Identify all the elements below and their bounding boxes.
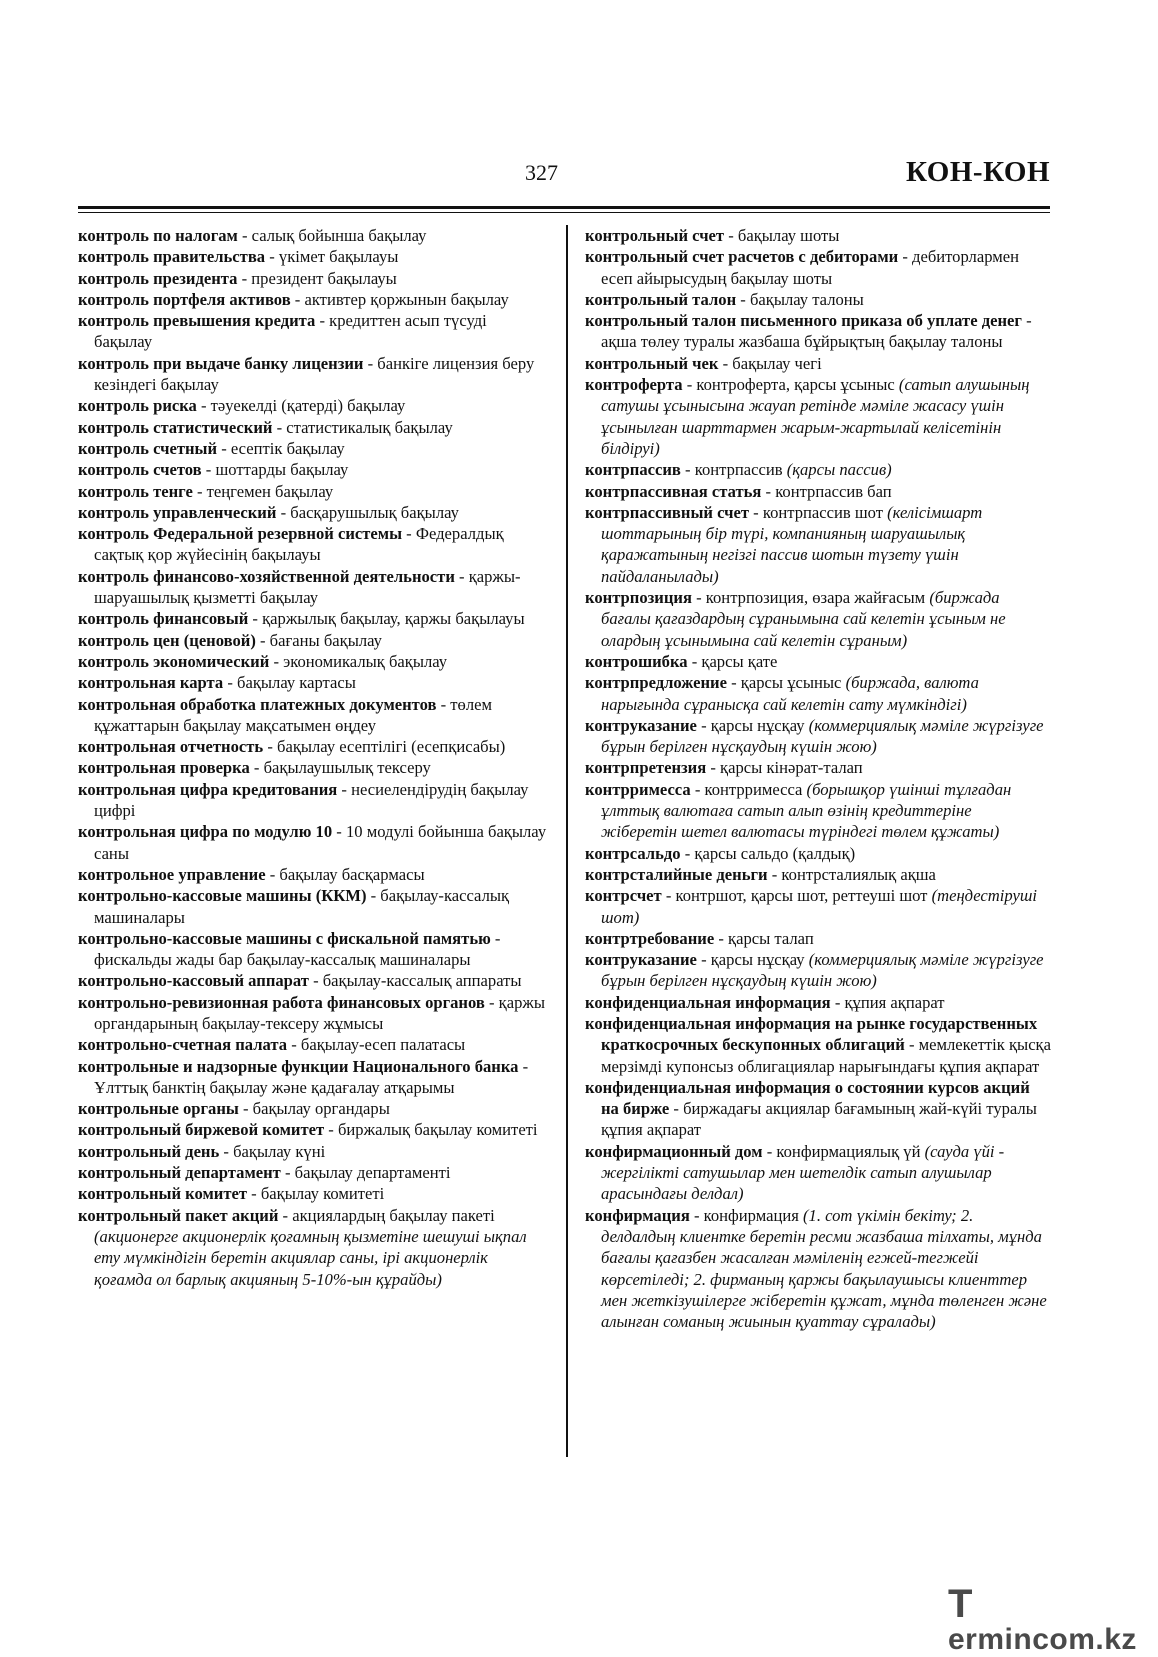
dictionary-entry bbox=[78, 1141, 548, 1162]
logo-t-letter: T bbox=[948, 1582, 973, 1626]
dictionary-entry bbox=[78, 438, 548, 459]
dictionary-entry bbox=[78, 268, 548, 289]
entry-definition: - қаржылық бақылау, қаржы бақылауы bbox=[248, 609, 525, 629]
column-divider bbox=[566, 225, 568, 1457]
entry-definition: - Федералдық сақтық қор жүйесінің бақылауы bbox=[94, 524, 504, 565]
entry-definition: - бақылаушылық тексеру bbox=[249, 758, 431, 778]
dictionary-entry bbox=[78, 1205, 548, 1290]
entry-definition: - мемлекеттік қысқа мерзімді купонсыз облигациялар нарығындағы құпия ақпарат bbox=[601, 1035, 1051, 1076]
entry-definition: - конфирмациялық үй bbox=[762, 1141, 925, 1161]
entry-definition: - бақылау чегі bbox=[718, 353, 822, 373]
dictionary-entry bbox=[78, 757, 548, 778]
entry-term: контрольные и надзорные функции Национального банка bbox=[78, 1056, 519, 1076]
dictionary-entry bbox=[78, 459, 548, 480]
dictionary-entry bbox=[78, 970, 548, 991]
entry-definition: - тәуекелді (қатерді) бақылау bbox=[196, 396, 406, 416]
entry-note: (1. сот үкімін бекіту; 2. делдалдың клиентке беретін ресми жазбаша тілхаты, мұнда бағалы қағазбен жасалған мәміленің егжей-тегжейі көрсетіледі; 2. фирманың қаржы бақылаушысы клиенттер мен жеткізушілерге жіберетін құжат, мұнда төленген және алынған соманың жиынын қуаттау сұралады) bbox=[601, 1205, 1047, 1332]
entry-note: (коммерциялық мәміле жүргізуге бұрын берілген нұсқаудың күшін жою) bbox=[601, 715, 1044, 757]
dictionary-entry bbox=[585, 310, 1051, 353]
dictionary-entry bbox=[78, 630, 548, 651]
entry-term: конфиденциальная информация на рынке государственных краткосрочных бескупонных облигаций bbox=[585, 1013, 1038, 1055]
entry-note: (биржада бағалы қағаздардың сұранымына сай келетін ұсыным не олардың ұсынымына сай келетін сұраным) bbox=[601, 588, 1006, 650]
entry-definition: - биржадағы акциялар бағамының жай-күйі туралы құпия ақпарат bbox=[601, 1099, 1037, 1140]
entry-definition: - бағаны бақылау bbox=[255, 630, 382, 650]
dictionary-entry bbox=[78, 1098, 548, 1119]
entry-term: контроль Федеральной резервной системы bbox=[78, 524, 403, 544]
dictionary-entry bbox=[585, 246, 1051, 289]
page-header-title: КОН-КОН bbox=[906, 156, 1050, 188]
entry-term: контрпассивный счет bbox=[585, 502, 750, 522]
dictionary-entry bbox=[78, 417, 548, 438]
entry-term: контроль риска bbox=[78, 396, 197, 416]
entry-definition: - қарсы нұсқау bbox=[696, 715, 809, 735]
entry-note: (сатып алушының сатушы ұсынысына жауап ретінде мәміле жасасу үшін ұсынылған шарттармен жарым-жартылай келісетінін білдіруі) bbox=[601, 375, 1030, 458]
dictionary-entry bbox=[78, 736, 548, 757]
header-rule-thin bbox=[78, 212, 1050, 213]
entry-note: (қарсы пассив) bbox=[786, 460, 892, 480]
entry-definition: - бақылау басқармасы bbox=[265, 864, 425, 884]
dictionary-entry bbox=[585, 289, 1051, 310]
entry-definition: - шоттарды бақылау bbox=[201, 460, 349, 480]
entry-definition: - бақылау комитеті bbox=[247, 1184, 385, 1204]
entry-term: контрпассив bbox=[585, 460, 681, 480]
entry-term: контроль финансово-хозяйственной деятельности bbox=[78, 566, 455, 586]
entry-term: контрольный талон письменного приказа об уплате денег bbox=[585, 311, 1022, 331]
entry-term: контрсальдо bbox=[585, 843, 681, 863]
entry-definition: - бақылау шоты bbox=[724, 226, 840, 245]
entry-term: контрольно-ревизионная работа финансовых органов bbox=[78, 992, 485, 1012]
entry-term: контроль правительства bbox=[78, 247, 266, 267]
entry-term: контрольный биржевой комитет bbox=[78, 1120, 325, 1140]
entry-term: контроль портфеля активов bbox=[78, 289, 291, 309]
entry-term: конфирмация bbox=[585, 1205, 690, 1225]
entry-definition: - қаржы-шаруашылық қызметті бақылау bbox=[94, 566, 521, 608]
entry-term: контрольный счет bbox=[585, 226, 725, 245]
entry-term: контроль превышения кредита bbox=[78, 311, 316, 331]
entry-note: (келісімшарт шоттарының бір түрі, компанияның шаруашылық қаражатының негізгі пассив шотын түзету үшін пайдаланылады) bbox=[601, 502, 983, 586]
dictionary-entry bbox=[585, 885, 1051, 928]
dictionary-entry bbox=[78, 885, 548, 928]
entry-term: контрсталийные деньги bbox=[585, 864, 768, 884]
entry-term: контрольно-кассовые машины с фискальной памятью bbox=[78, 928, 491, 948]
dictionary-entry bbox=[78, 502, 548, 523]
entry-note: (коммерциялық мәміле жүргізуге бұрын берілген нұсқаудың күшін жою) bbox=[601, 950, 1044, 991]
dictionary-entry bbox=[78, 481, 548, 502]
dictionary-entry bbox=[78, 992, 548, 1035]
entry-term: контрольная карта bbox=[78, 673, 224, 693]
entry-definition: - несиелендірудің бақылау цифрі bbox=[94, 779, 529, 821]
dictionary-entry bbox=[585, 374, 1051, 459]
dictionary-entry bbox=[585, 459, 1051, 480]
entry-term: контрольный талон bbox=[585, 289, 737, 309]
logo-text: ermincom.kz bbox=[948, 1623, 1137, 1656]
entry-term: контрпассивная статья bbox=[585, 481, 762, 501]
dictionary-entry bbox=[78, 864, 548, 885]
entry-definition: - бақылау-кассалық машиналары bbox=[94, 886, 510, 927]
entry-definition: - контрпассив бап bbox=[761, 481, 892, 501]
dictionary-entry bbox=[78, 672, 548, 693]
entry-definition: - құпия ақпарат bbox=[830, 992, 945, 1012]
entry-definition: - қарсы кінәрат-талап bbox=[706, 758, 863, 778]
left-column bbox=[78, 225, 548, 1290]
dictionary-entry bbox=[78, 523, 548, 566]
dictionary-entry bbox=[585, 928, 1051, 949]
dictionary-entry bbox=[585, 949, 1051, 992]
entry-definition: - конфирмация bbox=[689, 1205, 804, 1225]
header-rule-thick bbox=[78, 206, 1050, 209]
entry-term: контрольная отчетность bbox=[78, 737, 264, 757]
entry-definition: - фискальды жады бар бақылау-кассалық машиналары bbox=[94, 928, 501, 970]
dictionary-entry bbox=[78, 928, 548, 971]
entry-definition: - бақылау-есеп палатасы bbox=[287, 1035, 466, 1055]
entry-definition: - бақылау-кассалық аппараты bbox=[308, 971, 522, 991]
entry-definition: - бақылау органдары bbox=[238, 1099, 390, 1119]
entry-definition: - қарсы ұсыныс bbox=[726, 673, 846, 693]
dictionary-entry bbox=[78, 353, 548, 396]
entry-term: контрольная цифра по модулю 10 bbox=[78, 822, 333, 842]
entry-definition: - бақылау талоны bbox=[736, 289, 864, 309]
termincom-logo bbox=[948, 1578, 1158, 1657]
entry-term: контртребование bbox=[585, 928, 715, 948]
dictionary-entry bbox=[585, 757, 1051, 778]
dictionary-entry bbox=[585, 864, 1051, 885]
entry-definition: - бақылау департаменті bbox=[280, 1163, 451, 1183]
entry-definition: - теңгемен бақылау bbox=[192, 481, 334, 501]
entry-term: контроферта bbox=[585, 375, 683, 395]
dictionary-entry bbox=[585, 502, 1051, 587]
entry-note: (сауда үйі - жергілікті сатушылар мен шетелдік сатып алушылар арасындағы делдал) bbox=[601, 1141, 1005, 1204]
entry-term: контроль статистический bbox=[78, 417, 273, 437]
entry-term: контроль при выдаче банку лицензии bbox=[78, 353, 364, 373]
entry-term: контрпозиция bbox=[585, 588, 692, 608]
entry-definition: - 10 модулі бойынша бақылау саны bbox=[94, 822, 547, 863]
entry-term: контроль по налогам bbox=[78, 226, 238, 245]
entry-term: контроль счетный bbox=[78, 438, 218, 458]
entry-term: контрошибка bbox=[585, 651, 688, 671]
dictionary-entry bbox=[78, 694, 548, 737]
entry-note: (теңдестіруші шот) bbox=[601, 886, 1037, 927]
entry-term: конфирмационный дом bbox=[585, 1141, 763, 1161]
entry-definition: - үкімет бақылауы bbox=[265, 247, 399, 267]
dictionary-entry bbox=[585, 715, 1051, 758]
entry-term: контрримесса bbox=[585, 779, 691, 799]
entry-term: контрольно-кассовый аппарат bbox=[78, 971, 309, 991]
entry-note: (борышқор үшінші тұлғадан ұлттық валютаға сатып алып өзінің кредиттеріне жіберетін шетел валютасы түріндегі төлем құжаты) bbox=[601, 779, 1012, 842]
dictionary-entry bbox=[78, 566, 548, 609]
entry-definition: - акциялардың бақылау пакеті bbox=[278, 1205, 495, 1225]
entry-term: контрольный чек bbox=[585, 353, 719, 373]
entry-definition: - салық бойынша бақылау bbox=[237, 226, 427, 245]
entry-note: (акционерге акционерлік қоғамның қызметіне шешуші ықпал ету мүмкіндігін беретін акциялар саны, ірі акционерлік қоғамда ол барлық акцияның 5-10%-ын құрайды) bbox=[94, 1226, 527, 1289]
entry-definition: - контршот, қарсы шот, реттеуші шот bbox=[661, 886, 932, 906]
entry-term: контрольный пакет акций bbox=[78, 1205, 279, 1225]
entry-term: контрольное управление bbox=[78, 864, 266, 884]
entry-term: контроль финансовый bbox=[78, 609, 249, 629]
entry-definition: - контрримесса bbox=[690, 779, 807, 799]
entry-definition: - активтер қоржынын бақылау bbox=[290, 289, 509, 309]
dictionary-entry bbox=[585, 353, 1051, 374]
dictionary-entry bbox=[78, 1034, 548, 1055]
entry-term: контрсчет bbox=[585, 886, 662, 906]
dictionary-entry bbox=[585, 1205, 1051, 1333]
dictionary-entry bbox=[585, 779, 1051, 843]
entry-definition: - басқарушылық бақылау bbox=[276, 502, 459, 522]
entry-term: контрольно-кассовые машины (ККМ) bbox=[78, 886, 367, 906]
entry-term: контрольная цифра кредитования bbox=[78, 779, 338, 799]
entry-term: контрольный день bbox=[78, 1141, 220, 1161]
entry-definition: - контроферта, қарсы ұсыныс bbox=[682, 375, 899, 395]
dictionary-entry bbox=[78, 289, 548, 310]
entry-definition: - статистикалық бақылау bbox=[272, 417, 453, 437]
dictionary-entry bbox=[78, 821, 548, 864]
page-number: 327 bbox=[525, 160, 558, 185]
entry-term: контроль экономический bbox=[78, 651, 270, 671]
entry-term: контрольный счет расчетов с дебиторами bbox=[585, 247, 899, 267]
entry-term: контрпредложение bbox=[585, 673, 727, 693]
dictionary-entry bbox=[78, 310, 548, 353]
dictionary-entry bbox=[585, 1077, 1051, 1141]
entry-definition: - контрсталиялық ақша bbox=[767, 864, 936, 884]
dictionary-entry bbox=[585, 481, 1051, 502]
entry-term: контроль тенге bbox=[78, 481, 193, 501]
dictionary-entry bbox=[585, 843, 1051, 864]
dictionary-entry bbox=[78, 225, 548, 246]
entry-definition: - қарсы нұсқау bbox=[696, 950, 809, 970]
dictionary-entry bbox=[585, 651, 1051, 672]
entry-definition: - қаржы органдарының бақылау-тексеру жұмысы bbox=[94, 992, 546, 1033]
entry-definition: - бақылау күні bbox=[219, 1141, 326, 1161]
dictionary-entry bbox=[78, 1183, 548, 1204]
dictionary-entry bbox=[78, 779, 548, 822]
entry-definition: - есептік бақылау bbox=[217, 438, 345, 458]
entry-term: контрольный департамент bbox=[78, 1163, 281, 1183]
entry-term: контрольная проверка bbox=[78, 758, 250, 778]
dictionary-entry bbox=[585, 1141, 1051, 1205]
dictionary-entry bbox=[585, 587, 1051, 651]
entry-note: (биржада, валюта нарығында сұранысқа сай келетін сату мүмкіндігі) bbox=[601, 673, 979, 714]
entry-definition: - контрпозиция, өзара жайғасым bbox=[691, 588, 930, 608]
dictionary-entry bbox=[78, 1119, 548, 1140]
dictionary-entry bbox=[78, 1162, 548, 1183]
right-column bbox=[585, 225, 1051, 1332]
entry-definition: - биржалық бақылау комитеті bbox=[324, 1120, 538, 1140]
dictionary-entry bbox=[585, 992, 1051, 1013]
entry-definition: - кредиттен асып түсуді бақылау bbox=[94, 311, 487, 352]
dictionary-entry bbox=[585, 1013, 1051, 1077]
dictionary-entry bbox=[78, 1056, 548, 1099]
dictionary-entry bbox=[78, 395, 548, 416]
entry-term: контрольная обработка платежных документов bbox=[78, 694, 437, 714]
entry-term: контрпретензия bbox=[585, 758, 707, 778]
entry-term: контруказание bbox=[585, 950, 697, 970]
entry-term: контрольный комитет bbox=[78, 1184, 248, 1204]
entry-definition: - қарсы қате bbox=[687, 651, 778, 671]
entry-term: контруказание bbox=[585, 715, 697, 735]
entry-definition: - бақылау картасы bbox=[223, 673, 356, 693]
entry-definition: - контрпассив шот bbox=[749, 502, 888, 522]
entry-term: конфиденциальная информация о состоянии курсов акций на бирже bbox=[585, 1077, 1030, 1119]
entry-definition: - қарсы талап bbox=[714, 928, 814, 948]
dictionary-entry bbox=[78, 651, 548, 672]
entry-term: контроль цен (ценовой) bbox=[78, 630, 256, 650]
entry-definition: - экономикалық бақылау bbox=[269, 651, 448, 671]
entry-definition: - ақша төлеу туралы жазбаша бұйрықтың бақылау талоны bbox=[601, 311, 1032, 352]
entry-definition: - дебиторлармен есеп айырысудың бақылау шоты bbox=[601, 247, 1019, 288]
entry-term: контрольно-счетная палата bbox=[78, 1035, 288, 1055]
entry-definition: - контрпассив bbox=[680, 460, 787, 480]
dictionary-entry bbox=[78, 608, 548, 629]
entry-definition: - қарсы сальдо (қалдық) bbox=[680, 843, 856, 863]
entry-term: контрольные органы bbox=[78, 1099, 239, 1119]
dictionary-entry bbox=[585, 672, 1051, 715]
entry-definition: - Ұлттық банктің бақылау және қадағалау атқарымы bbox=[94, 1056, 529, 1097]
entry-term: конфиденциальная информация bbox=[585, 992, 831, 1012]
entry-term: контроль управленческий bbox=[78, 502, 277, 522]
entry-term: контроль счетов bbox=[78, 460, 202, 480]
dictionary-entry bbox=[78, 246, 548, 267]
entry-definition: - президент бақылауы bbox=[237, 268, 397, 288]
dictionary-entry bbox=[585, 225, 1051, 246]
entry-definition: - банкіге лицензия беру кезіндегі бақылау bbox=[94, 353, 535, 395]
entry-definition: - төлем құжаттарын бақылау мақсатымен өңдеу bbox=[94, 694, 492, 735]
entry-term: контроль президента bbox=[78, 268, 238, 288]
entry-definition: - бақылау есептілігі (есепқисабы) bbox=[263, 737, 506, 757]
